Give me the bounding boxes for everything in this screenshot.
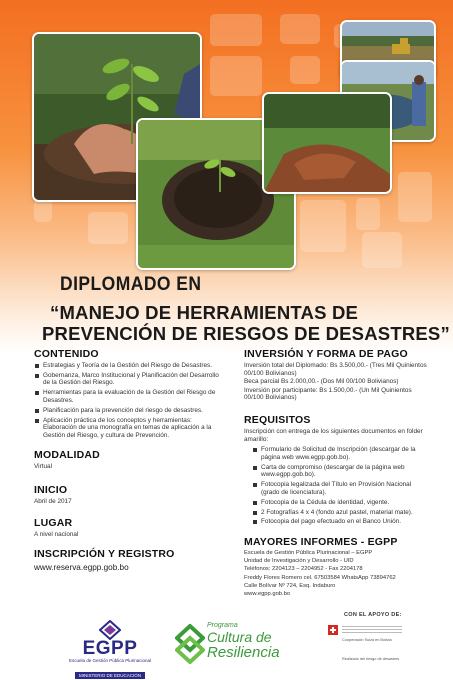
decor-tile bbox=[362, 232, 402, 268]
list-item: Formulario de Solicitud de Inscripción (descargar de la página web www.egpp.gob.bo). bbox=[252, 446, 430, 461]
contacto-web-link[interactable]: www.egpp.gob.bo bbox=[244, 591, 291, 597]
lugar-value: A nivel nacional bbox=[34, 530, 79, 538]
contacto-celular: Freddy Flores Romero cel. 67503584 WhatsApp 73894762 bbox=[244, 574, 396, 581]
ejecutado-label: Realizado del riesgo de desastres bbox=[342, 656, 400, 661]
heading-lugar: LUGAR bbox=[34, 516, 73, 529]
contacto-institucion: Escuela de Gestión Pública Plurinacional – EGPP bbox=[244, 549, 373, 556]
cultura-label: Cultura de bbox=[207, 629, 272, 645]
heading-inversion: INVERSIÓN Y FORMA DE PAGO bbox=[244, 348, 408, 360]
photo-soil-pile bbox=[262, 92, 392, 194]
list-item: 2 Fotografías 4 x 4 (fondo azul pastel, material mate). bbox=[252, 509, 430, 517]
left-column bbox=[34, 348, 220, 572]
requisitos-list bbox=[244, 446, 430, 526]
decor-tile bbox=[290, 56, 320, 84]
decor-tile bbox=[398, 172, 432, 222]
right-column bbox=[244, 348, 430, 598]
decor-tile bbox=[300, 200, 346, 252]
inicio-value: Abril de 2017 bbox=[34, 498, 72, 506]
list-item: Fotocopia de la Cédula de identidad, vigente. bbox=[252, 499, 430, 507]
list-item: Planificación para la prevención del riesgo de desastres. bbox=[34, 407, 220, 415]
title-diplomado: DIPLOMADO EN bbox=[60, 274, 202, 295]
heading-mayores-informes: MAYORES INFORMES - EGPP bbox=[244, 535, 398, 548]
heading-inicio: INICIO bbox=[34, 484, 68, 497]
egpp-logo bbox=[64, 620, 156, 680]
egpp-logo-text: EGPP bbox=[82, 638, 138, 659]
list-item: Fotocopia del pago efectuado en el Banco Unión. bbox=[252, 518, 430, 526]
requisitos-intro: Inscripción con entrega de los siguientes documentos en folder amarillo: bbox=[244, 427, 423, 443]
resiliencia-label: Resiliencia bbox=[207, 644, 280, 661]
cosude-label: Cooperación Suiza en Bolivia bbox=[342, 638, 392, 642]
resiliencia-emblem-icon bbox=[175, 624, 205, 664]
inversion-beca: Beca parcial Bs 2.000,00.- (Dos Mil 00/100 Bolivianos) bbox=[244, 378, 399, 386]
title-main-line1: “MANEJO DE HERRAMIENTAS DE bbox=[50, 302, 359, 323]
title-main bbox=[42, 302, 450, 344]
egpp-ministry-bar: MINISTERIO DE EDUCACIÓN bbox=[75, 672, 145, 679]
contacto-unidad: Unidad de Investigación y Desarrollo - UID bbox=[244, 558, 354, 565]
heading-modalidad: MODALIDAD bbox=[34, 448, 100, 461]
cultura-resiliencia-logo bbox=[175, 620, 305, 666]
decor-tile bbox=[356, 198, 380, 230]
decor-tile bbox=[280, 14, 320, 44]
decor-tile bbox=[88, 212, 128, 244]
list-item: Carta de compromiso (descargar de la página web www.egpp.gob.bo). bbox=[252, 464, 430, 479]
inversion-total: Inversión total del Diplomado: Bs 3.500,00.- (Tres Mil Quinientos 00/100 Bolivianos) bbox=[244, 362, 427, 377]
list-item: Aplicación práctica de los conceptos y herramientas: Elaboración de una monografía en temas de aplicación a la Gestión del Riesgo, y cultura de Prevención. bbox=[34, 417, 220, 440]
swiss-text-lines bbox=[342, 624, 402, 635]
title-main-line2: PREVENCIÓN DE RIESGOS DE DESASTRES” bbox=[42, 323, 450, 344]
contacto-telefonos: Teléfonos: 2204123 – 2204952 - Fax 2204178 bbox=[244, 566, 363, 573]
heading-requisitos: REQUISITOS bbox=[244, 413, 311, 426]
list-item: Gobernanza, Marco Institucional y Planificación del Desarrollo de la Gestión del Riesgo. bbox=[34, 372, 220, 387]
programa-label: Programa bbox=[207, 622, 238, 629]
contenido-list bbox=[34, 362, 220, 440]
list-item: Herramientas para la evaluación de la Gestión del Riesgo de Desastres. bbox=[34, 389, 220, 404]
supporters-block bbox=[328, 612, 428, 661]
egpp-logo-subtitle: Escuela de Gestión Pública Plurinacional bbox=[68, 658, 152, 663]
modalidad-value: Virtual bbox=[34, 462, 52, 470]
swiss-flag-icon bbox=[328, 625, 338, 635]
apoyo-heading: CON EL APOYO DE: bbox=[344, 612, 402, 618]
swiss-cooperation-row bbox=[328, 624, 428, 635]
egpp-emblem-icon bbox=[99, 620, 121, 640]
list-item: Estrategias y Teoría de la Gestión del Riesgo de Desastres. bbox=[34, 362, 220, 370]
heading-inscripcion: INSCRIPCIÓN Y REGISTRO bbox=[34, 548, 175, 561]
contacto-direccion: Calle Bolívar Nº 724, Esq. Indaburo bbox=[244, 582, 336, 589]
decor-tile bbox=[210, 14, 262, 46]
inversion-participante: Inversión por participante: Bs 1.500,00.- (Un Mil Quinientos 00/100 Bolivianos) bbox=[244, 386, 412, 402]
decor-tile bbox=[210, 56, 262, 96]
list-item: Fotocopia legalizada del Título en Provisión Nacional (grado de licenciatura). bbox=[252, 481, 430, 496]
inscripcion-link[interactable]: www.reserva.egpp.gob.bo bbox=[34, 563, 129, 573]
heading-contenido: CONTENIDO bbox=[34, 348, 99, 360]
